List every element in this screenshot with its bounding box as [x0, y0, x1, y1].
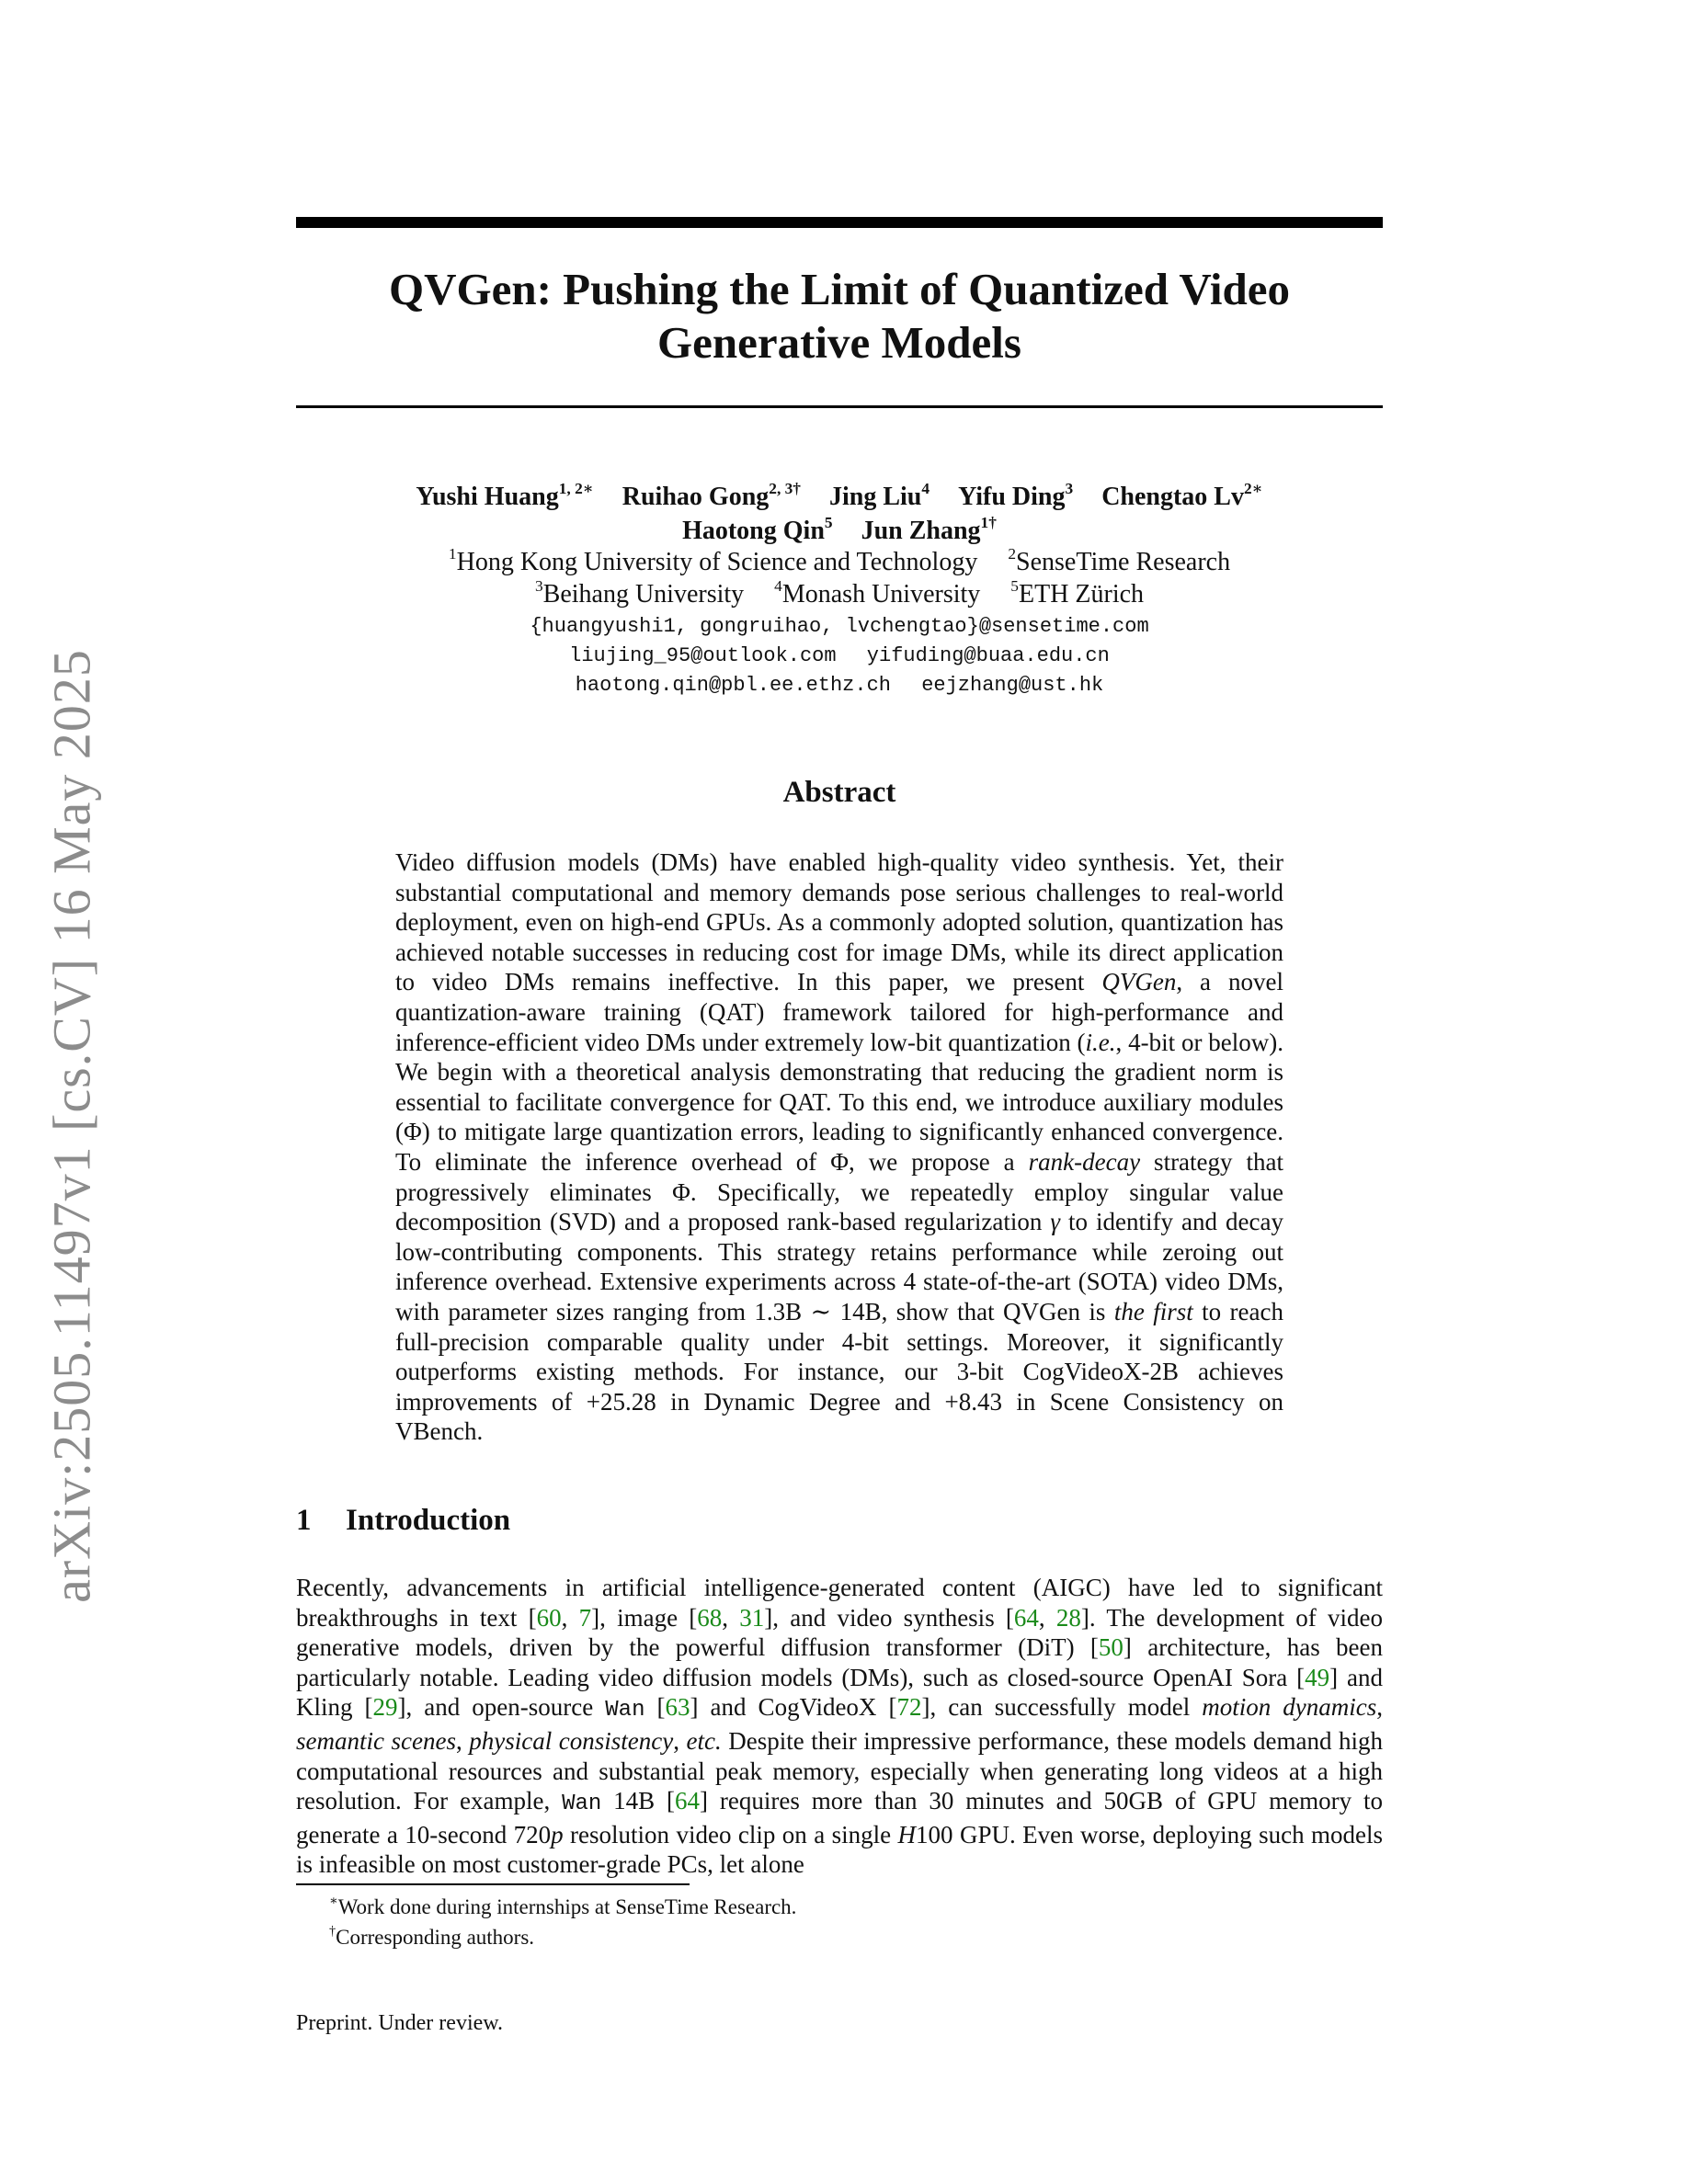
affiliation-list — [296, 546, 1383, 610]
author: Chengtao $Lv^{2∗}$ — [1101, 479, 1263, 511]
affiliation: $^5$ETH Zürich — [1010, 576, 1145, 609]
citation-link[interactable]: 63 — [665, 1693, 690, 1722]
email: eejzhang@ust.hk — [921, 674, 1104, 697]
author: Yushi Huang$^{1, 2∗}$ — [416, 479, 594, 511]
footnotes — [329, 1892, 1340, 1952]
footnote-rule — [296, 1883, 690, 1885]
abstract-text: Video diffusion models (DMs) have enabled high-quality video synthesis. Yet, their substantial computational and memory demands pose serious challenges to real-world deployment, even on high-end GPUs. As a commonly adopted solution, quantization has achieved notable successes in reducing cost for image DMs, while its direct application to video DMs remains ineffective. In this paper, we present QVGen, a novel quantization-aware training (QAT) framework tailored for high-performance and inference-efficient video DMs under extremely low-bit quantization (i.e., 4-bit or below). We begin with a theoretical analysis demonstrating that reducing the gradient norm is essential to facilitate convergence for QAT. To this end, we introduce auxiliary modules (Φ) to mitigate large quantization errors, leading to significantly enhanced convergence. To eliminate the inference overhead of Φ, we propose a rank-decay strategy that progressively eliminates Φ. Specifically, we repeatedly employ singular value decomposition (SVD) and a proposed rank-based regularization γ to identify and decay low-contributing components. This strategy retains performance while zeroing out inference overhead. Extensive experiments across 4 state-of-the-art (SOTA) video DMs, with parameter sizes ranging from 1.3B ∼ 14B, show that QVGen is the first to reach full-precision comparable quality under 4-bit settings. Moreover, it significantly outperforms existing methods. For instance, our 3-bit CogVideoX-2B achieves improvements of +25.28 in Dynamic Degree and +8.43 in Scene Consistency on VBench. — [395, 848, 1283, 1446]
author: Jun Zhang$^{1\dagger}$ — [861, 513, 997, 545]
title-top-rule — [296, 217, 1383, 228]
introduction-text: Recently, advancements in artificial intelligence-generated content (AIGC) have led to significant breakthroughs in text [60, 7], image [68, 31], and video synthesis [64, 28]. The development of video generative models, driven by the powerful diffusion transformer (DiT) [50] architecture, has been particularly notable. Leading video diffusion models (DMs), such as closed-source OpenAI Sora [49] and Kling [29], and open-source Wan [63] and CogVideoX [72], can successfully model motion dynamics, semantic scenes, physical consistency, etc. Despite their impressive performance, these models demand high computational resources and substantial peak memory, especially when generating long videos at a high resolution. For example, Wan 14B [64] requires more than 30 minutes and 50GB of GPU memory to generate a 10-second 720p resolution video clip on a single H100 GPU. Even worse, deploying such models is infeasible on most customer-grade PCs, let alone — [296, 1574, 1384, 1879]
title-bottom-rule — [296, 405, 1383, 408]
abstract-heading: Abstract — [782, 776, 896, 809]
citation-link[interactable]: 60 — [536, 1603, 562, 1632]
author: Jing Liu$^4$ — [828, 479, 930, 511]
author: Ruihao Gong$^{2, 3\dagger}$ — [622, 479, 801, 511]
citation-link[interactable]: 29 — [372, 1693, 398, 1722]
preprint-notice: Preprint. Under review. — [296, 2011, 504, 2035]
email: haotong.qin@pbl.ee.ethz.ch — [575, 674, 891, 697]
citation-link[interactable]: 31 — [739, 1603, 765, 1632]
author-list — [296, 480, 1383, 548]
affiliation: $^3$Beihang University — [534, 576, 745, 609]
section-number: 1 — [296, 1504, 312, 1537]
footnote: †Corresponding authors. — [329, 1923, 535, 1949]
email-list — [296, 612, 1383, 700]
affiliation: $^4$Monash University — [774, 576, 981, 609]
email: {huangyushi1, gongruihao, lvchengtao}@sensetime.com — [530, 615, 1149, 638]
citation-link[interactable]: 64 — [675, 1787, 701, 1815]
email: yifuding@buaa.edu.cn — [866, 644, 1110, 667]
citation-link[interactable]: 64 — [1013, 1603, 1039, 1632]
citation-link[interactable]: 72 — [896, 1693, 922, 1722]
title-line-1: QVGen: Pushing the Limit of Quantized Video — [388, 264, 1291, 314]
citation-link[interactable]: 28 — [1055, 1603, 1081, 1632]
author: Haotong Qin$^5$ — [682, 513, 833, 545]
paper-title — [296, 263, 1383, 370]
section-title: Introduction — [346, 1504, 511, 1537]
author: Yifu Ding$^3$ — [958, 479, 1074, 511]
arxiv-stamp: arXiv:2505.11497v1 [cs.CV] 16 May 2025 — [41, 649, 102, 1603]
title-line-2: Generative Models — [657, 317, 1021, 368]
citation-link[interactable]: 7 — [578, 1603, 592, 1632]
footnote: ∗Work done during internships at SenseTime Research. — [329, 1893, 797, 1918]
affiliation: $^2$SenseTime Research — [1008, 544, 1231, 576]
affiliation: $^1$Hong Kong University of Science and Technology — [448, 544, 978, 576]
section-heading-introduction — [296, 1504, 1383, 1538]
email: liujing_95@outlook.com — [569, 644, 837, 667]
citation-link[interactable]: 50 — [1098, 1633, 1123, 1662]
citation-link[interactable]: 49 — [1305, 1663, 1330, 1691]
citation-link[interactable]: 68 — [697, 1603, 723, 1632]
